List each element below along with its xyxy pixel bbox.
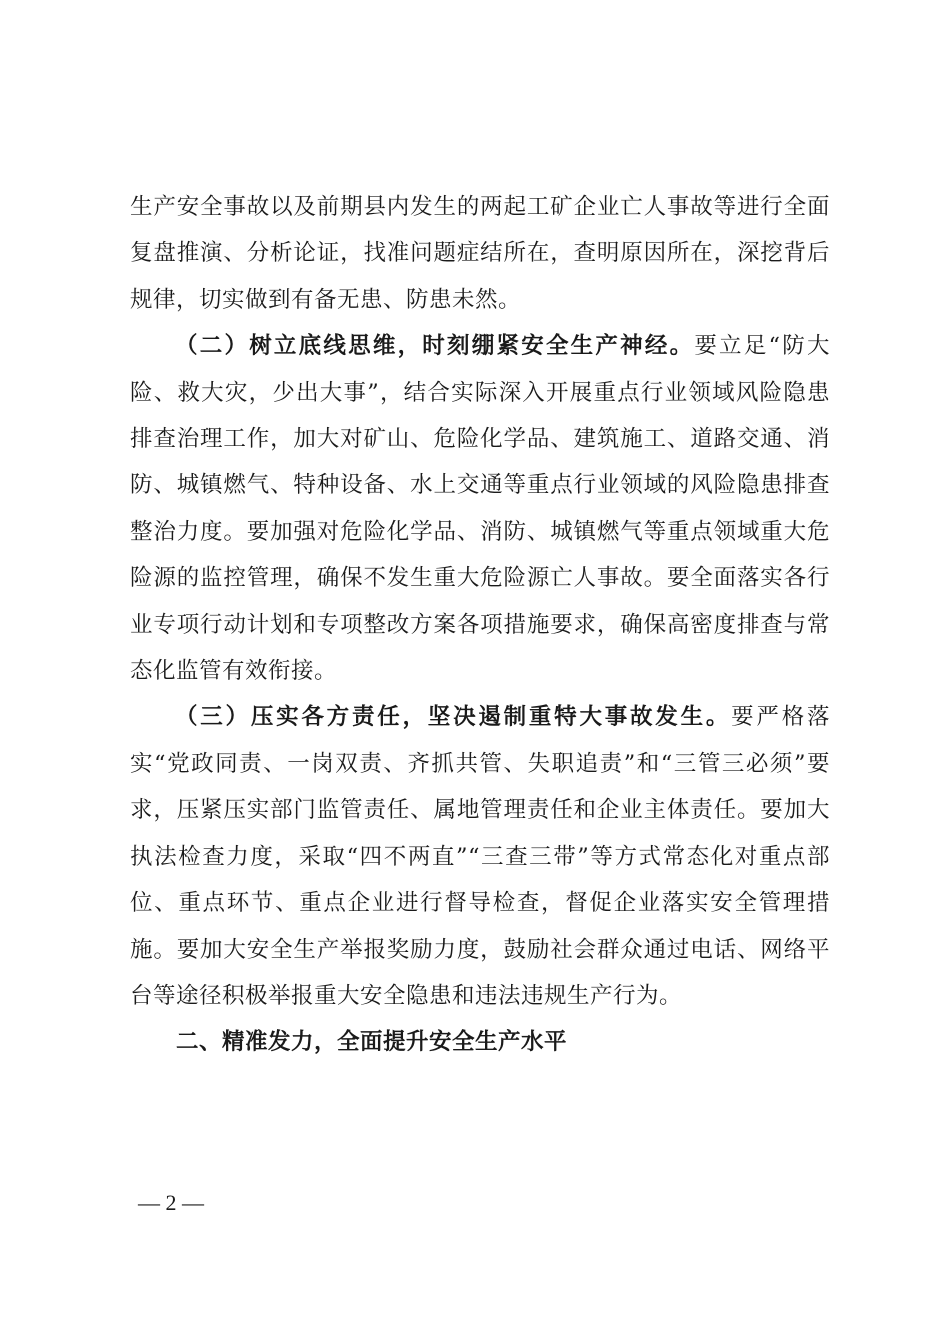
section-heading: 二、精准发力，全面提升安全生产水平 bbox=[176, 1029, 568, 1056]
paragraph-continuation bbox=[130, 184, 830, 323]
paragraph-text: 要严格落实“党政同责、一岗双责、齐抓共管、失职追责”和“三管三必须”要求，压紧压实部门监管责任、属地管理责任和企业主体责任。要加大执法检查力度，采取“四不两直”“三查三带”等方式常态化对重点部位、重点环节、重点企业进行督导检查，督促企业落实安全管理措施。要加大安全生产举报奖励力度，鼓励社会群众通过电话、网络平台等途径积极举报重大安全隐患和违法违规生产行为。 bbox=[130, 704, 830, 1009]
sub-heading: （二）树立底线思维，时刻绷紧安全生产神经。 bbox=[175, 333, 695, 360]
paragraph-baseline-thinking bbox=[130, 323, 830, 694]
paragraph-responsibility bbox=[130, 694, 830, 1019]
paragraph-text: 要立足“防大险、救大灾，少出大事”，结合实际深入开展重点行业领域风险隐患排查治理工作，加大对矿山、危险化学品、建筑施工、道路交通、消防、城镇燃气、特种设备、水上交通等重点行业领域的风险隐患排查整治力度。要加强对危险化学品、消防、城镇燃气等重点领域重大危险源的监控管理，确保不发生重大危险源亡人事故。要全面落实各行业专项行动计划和专项整改方案各项措施要求，确保高密度排查与常态化监管有效衔接。 bbox=[130, 333, 830, 685]
document-body bbox=[130, 184, 830, 1066]
page-number: — 2 — bbox=[138, 1190, 204, 1215]
sub-heading: （三）压实各方责任，坚决遏制重特大事故发生。 bbox=[175, 704, 732, 731]
paragraph-text: 生产安全事故以及前期县内发生的两起工矿企业亡人事故等进行全面复盘推演、分析论证，找准问题症结所在，查明原因所在，深挖背后规律，切实做到有备无患、防患未然。 bbox=[130, 194, 830, 313]
